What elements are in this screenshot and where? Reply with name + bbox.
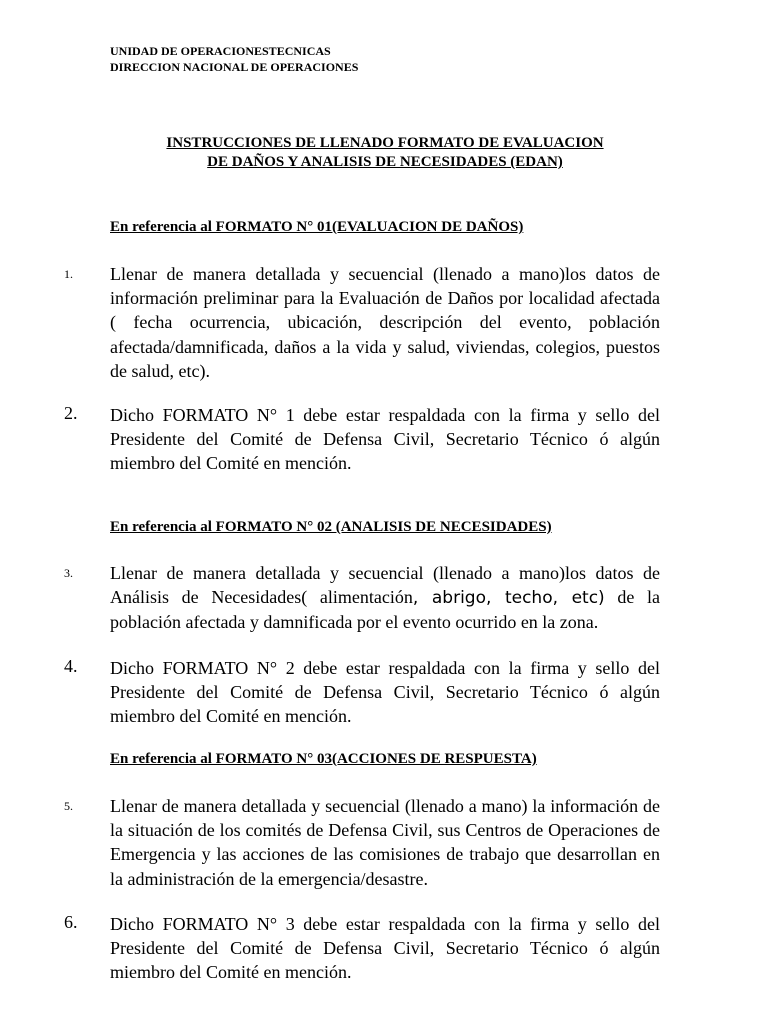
item-number: 4. <box>64 656 78 676</box>
section-heading-formato-01: En referencia al FORMATO N° 01(EVALUACION DE DAÑOS) <box>110 219 524 235</box>
section-heading-formato-02: En referencia al FORMATO N° 02 (ANALISIS DE NECESIDADES) <box>110 519 552 535</box>
item-text: Llenar de manera detallada y secuencial (llenado a mano) la información de la situación de los comités de Defensa Civil, sus Centros de Operaciones de Emergencia y las acciones de las comisiones de trabajo que desarrollan en la administración de la emergencia/desastre. <box>110 796 660 889</box>
org-line-2: DIRECCION NACIONAL DE OPERACIONES <box>110 60 359 74</box>
item-text: Dicho FORMATO N° 3 debe estar respaldada con la firma y sello del Presidente del Comité de Defensa Civil, Secretario Técnico ó algún miembro del Comité en mención. <box>110 914 660 983</box>
item-text: Llenar de manera detallada y secuencial (llenado a mano)los datos de información preliminar para la Evaluación de Daños por localidad afectada ( fecha ocurrencia, ubicación, descripción del evento, población afectada/damnificada, daños a la vida y salud, viviendas, colegios, puestos de salud, etc). <box>110 264 660 381</box>
item-number: 1. <box>64 267 73 281</box>
org-line-1: UNIDAD DE OPERACIONESTECNICAS <box>110 44 331 58</box>
title-line-2: DE DAÑOS Y ANALISIS DE NECESIDADES (EDAN) <box>207 154 563 170</box>
organization-header <box>110 43 358 75</box>
item-text: Dicho FORMATO N° 2 debe estar respaldada con la firma y sello del Presidente del Comité de Defensa Civil, Secretario Técnico ó algún miembro del Comité en mención. <box>110 658 660 727</box>
item-text: Dicho FORMATO N° 1 debe estar respaldada con la firma y sello del Presidente del Comité de Defensa Civil, Secretario Técnico ó algún miembro del Comité en mención. <box>110 405 660 474</box>
title-line-1: INSTRUCCIONES DE LLENADO FORMATO DE EVALUACION <box>166 135 604 151</box>
document-title <box>100 134 670 172</box>
section-heading-formato-03: En referencia al FORMATO N° 03(ACCIONES DE RESPUESTA) <box>110 751 537 767</box>
item-text: Llenar de manera detallada y secuencial (llenado a mano)los datos de Análisis de Necesidades( alimentación, abrigo, techo, etc) de la población afectada y damnificada por el evento ocurrido en la zona. <box>110 563 660 633</box>
item-number: 6. <box>64 912 78 932</box>
item-number: 5. <box>64 799 73 813</box>
item-number: 3. <box>64 566 73 580</box>
item-number: 2. <box>64 403 78 423</box>
